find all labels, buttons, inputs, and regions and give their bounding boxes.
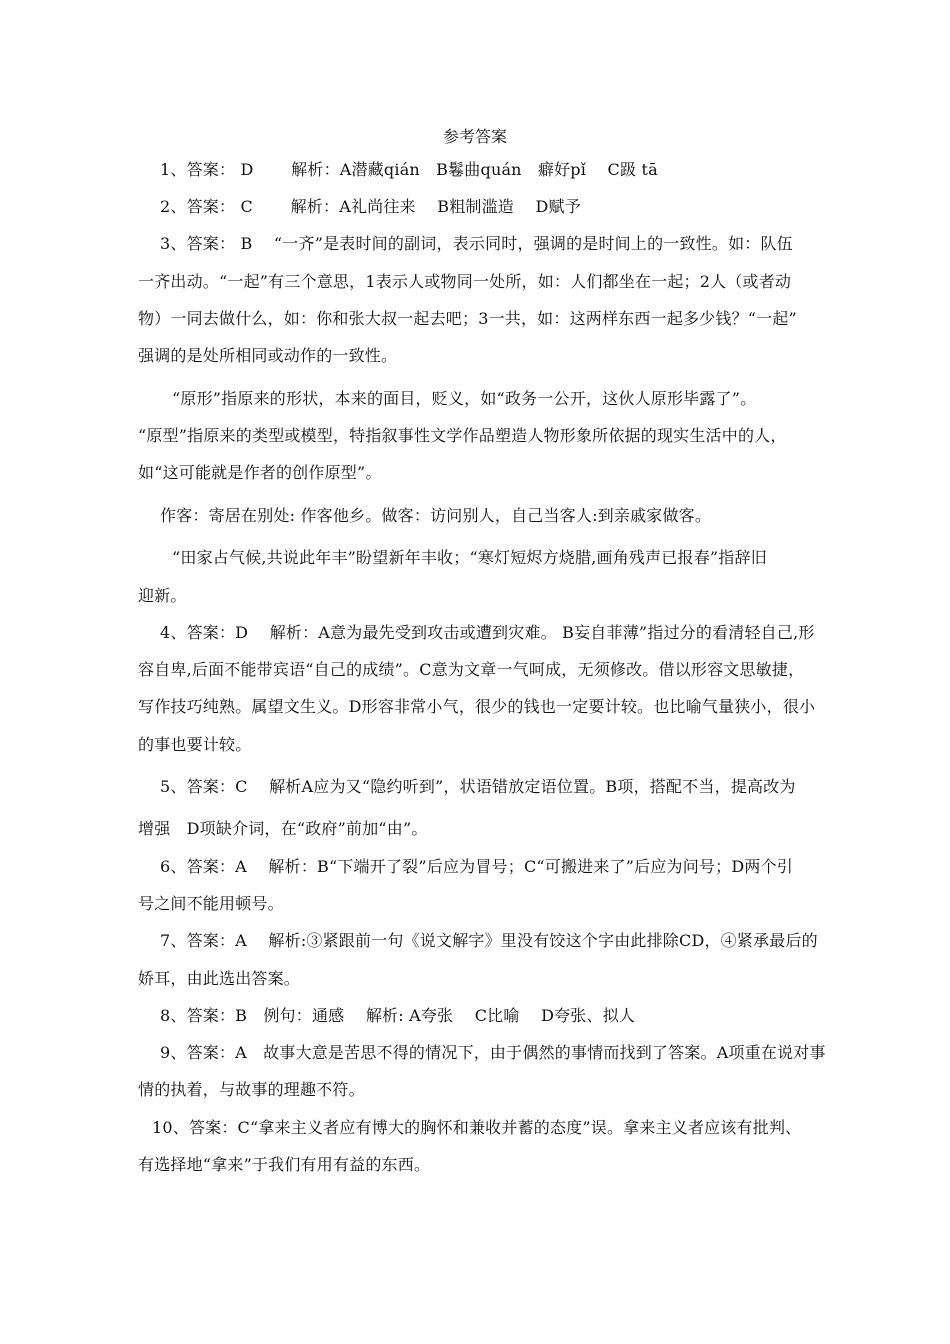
answer-4-line-3: 写作技巧纯熟。属望文生义。D形容非常小气，很少的钱也一定要计较。也比喻气量狭小，很小: [138, 697, 816, 716]
answer-4-line-2: 容自卑,后面不能带宾语“自己的成绩”。C意为文章一气呵成，无须修改。借以形容文思敏捷，: [138, 660, 805, 679]
answer-3-line-2: 一齐出动。“一起”有三个意思，1表示人或物同一处所，如：人们都坐在一起；2人（或者动: [138, 272, 792, 291]
answer-4-line-4: 的事也要计较。: [138, 735, 252, 754]
answer-4-line-1: 4、答案：D 解析：A意为最先受到攻击或遭到灾难。 B妄自菲薄”指过分的看清轻自己,形: [160, 623, 815, 642]
answer-10-line-2: 有选择地“拿来”于我们有用有益的东西。: [138, 1155, 431, 1174]
answer-8: 8、答案：B 例句：通感 解析: A夸张 C比喻 D夸张、拟人: [160, 1006, 636, 1025]
answer-3-line-5: “原形”指原来的形状，本来的面目，贬义，如“政务一公开，这伙人原形毕露了”。: [172, 389, 757, 408]
answer-5-line-1: 5、答案：C 解析A应为又“隐约听到”，状语错放定语位置。B项，搭配不当，提高改为: [160, 777, 796, 796]
answer-3-line-1: 3、答案： B “一齐”是表时间的副词，表示同时，强调的是时间上的一致性。如：队伍: [160, 234, 793, 253]
answer-3-line-7: 如“这可能就是作者的创作原型”。: [138, 463, 382, 482]
answer-7-line-2: 娇耳，由此选出答案。: [138, 969, 301, 988]
answer-3-line-3: 物）一同去做什么，如：你和张大叔一起去吧；3一共，如：这两样东西一起多少钱？“一起”: [138, 309, 797, 328]
answer-10-line-1: 10、答案：C“拿来主义者应有博大的胸怀和兼收并蓄的态度”误。拿来主义者应该有批判、: [152, 1118, 802, 1137]
answer-6-line-2: 号之间不能用顿号。: [138, 894, 284, 913]
answer-3-line-9: “田家占气候,共说此年丰”盼望新年丰收；“寒灯短烬方烧腊,画角残声已报春”指辞旧: [172, 548, 767, 567]
answer-7-line-1: 7、答案：A 解析:③紧跟前一句《说文解字》里没有饺这个字由此排除CD，④紧承最后的: [160, 931, 818, 950]
answer-3-line-4: 强调的是处所相同或动作的一致性。: [138, 346, 398, 365]
answer-6-line-1: 6、答案：A 解析：B“下端开了裂”后应为冒号；C“可搬进来了”后应为问号；D两个引: [160, 857, 793, 876]
answer-3-line-8: 作客：寄居在别处: 作客他乡。做客：访问别人，自己当客人:到亲戚家做客。: [160, 506, 712, 525]
answer-1: 1、答案： D 解析：A潜藏qián B鬈曲quán 癖好pǐ C趿 tā: [160, 160, 658, 179]
answer-3-line-10: 迎新。: [138, 586, 187, 605]
answer-3-line-6: “原型”指原来的类型或模型，特指叙事性文学作品塑造人物形象所依据的现实生活中的人，: [138, 426, 787, 445]
page-title: 参考答案: [442, 127, 507, 146]
answer-9-line-1: 9、答案：A 故事大意是苦思不得的情况下，由于偶然的事情而找到了答案。A项重在说对事: [160, 1043, 826, 1062]
answer-9-line-2: 情的执着，与故事的理趣不符。: [138, 1080, 365, 1099]
answer-5-line-2: 增强 D项缺介词，在“政府”前加“由”。: [138, 819, 428, 838]
answer-2: 2、答案： C 解析：A礼尚往来 B粗制滥造 D赋予: [160, 197, 581, 216]
